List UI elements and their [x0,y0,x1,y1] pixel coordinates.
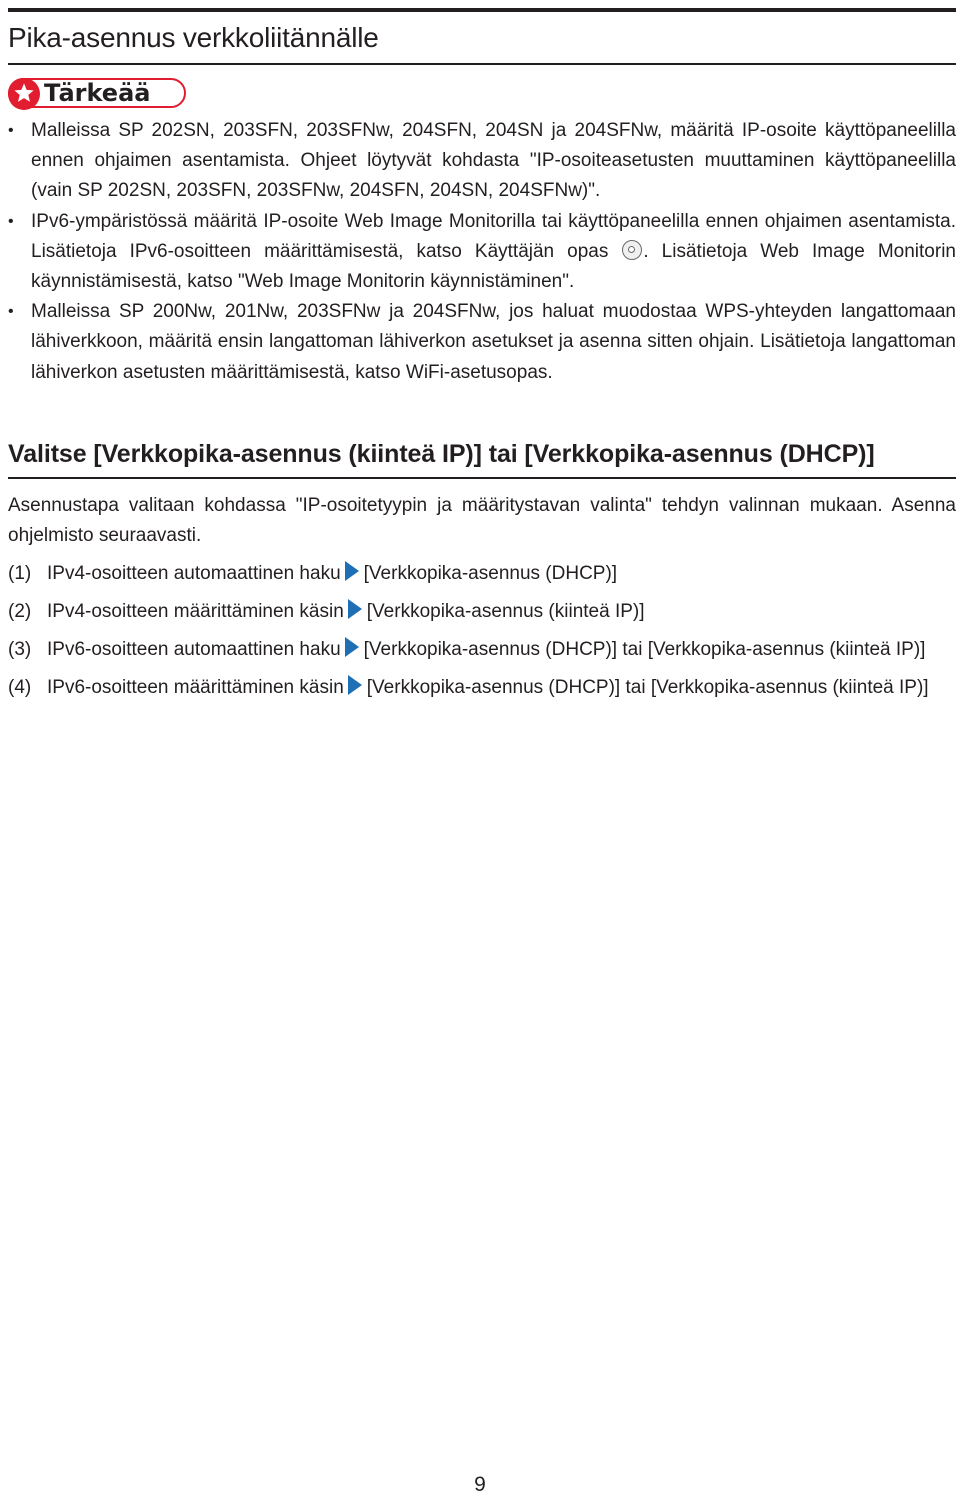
step-number: (4) [8,676,32,698]
bullet-text-continued: . Lisätietoja Web Image Monitorin käynnistämisestä, katso "Web Image Monitorin käynnistäminen". [31,240,956,293]
list-item [8,635,956,665]
list-item [8,597,956,627]
title-underline [8,63,956,65]
step-number: (3) [8,638,32,660]
arrow-right-icon [345,637,359,657]
step-result: [Verkkopika-asennus (DHCP)] [363,563,618,585]
list-item [8,297,956,388]
step-result: [Verkkopika-asennus (DHCP)] tai [Verkkopika-asennus (kiinteä IP)] [363,638,926,660]
bullet-text: Malleissa SP 200Nw, 201Nw, 203SFNw ja 204SFNw, jos haluat muodostaa WPS-yhteyden langattomaan lähiverkkoon, määritä ensin langattoman lähiverkon asetukset ja asenna sitten ohjain. Lisätietoja langattoman lähiverkon asetusten määrittämisestä, katso WiFi-asetusopas. [31,301,956,383]
important-callout [8,78,956,110]
arrow-right-icon [348,675,362,695]
subsection-underline [8,477,956,479]
step-number: (1) [8,563,32,585]
document-page [8,8,956,710]
bullet-text: IPv6-ympäristössä määritä IP-osoite Web Image Monitorilla tai käyttöpaneelilla ennen ohjaimen asentamista. Lisätietoja IPv6-osoitteen määrittämisestä, katso Käyttäjän opas [31,210,956,262]
section-title: Pika-asennus verkkoliitännälle [8,22,379,53]
disc-icon [622,240,642,260]
list-item [8,559,956,589]
page-number: 9 [474,1473,486,1496]
step-result: [Verkkopika-asennus (kiinteä IP)] [366,601,645,623]
intro-paragraph: Asennustapa valitaan kohdassa "IP-osoitetyypin ja määritystavan valinta" tehdyn valinnan mukaan. Asenna ohjelmisto seuraavasti. [8,494,956,547]
list-item [8,673,956,703]
step-number: (2) [8,601,32,623]
list-item [8,116,956,207]
steps-list [8,559,956,703]
step-condition: IPv4-osoitteen automaattinen haku [47,563,341,585]
important-label: Tärkeää [44,79,151,107]
arrow-right-icon [345,561,359,581]
step-condition: IPv4-osoitteen määrittäminen käsin [47,601,344,623]
step-condition: IPv6-osoitteen automaattinen haku [47,638,341,660]
bullet-text: Malleissa SP 202SN, 203SFN, 203SFNw, 204SFN, 204SN ja 204SFNw, määritä IP-osoite käyttöpaneelilla ennen ohjaimen asentamista. Ohjeet löytyvät kohdasta "IP-osoiteasetusten muuttaminen käyttöpaneelilla (vain SP 202SN, 203SFN, 203SFNw, 204SFN, 204SN, 204SFNw)". [31,120,956,202]
step-condition: IPv6-osoitteen määrittäminen käsin [47,676,344,698]
arrow-right-icon [348,599,362,619]
important-bullet-list [8,116,956,388]
list-item [8,207,956,298]
subsection-title: Valitse [Verkkopika-asennus (kiinteä IP)] tai [Verkkopika-asennus (DHCP)] [8,439,875,468]
star-icon [8,78,40,110]
step-result: [Verkkopika-asennus (DHCP)] tai [Verkkopika-asennus (kiinteä IP)] [366,676,929,698]
